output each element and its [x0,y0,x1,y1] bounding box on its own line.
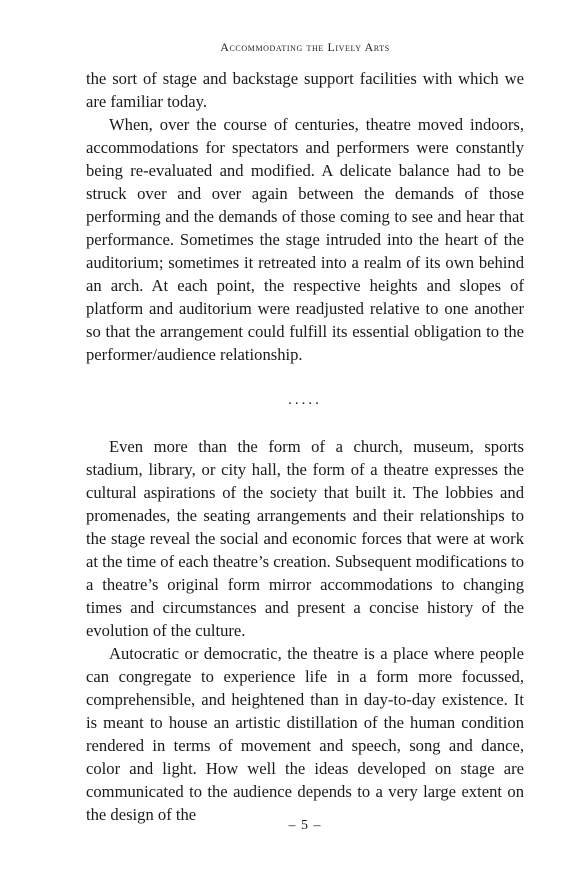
paragraph: When, over the course of centuries, theatre moved indoors, accommodations for spectators and performers were constantly being re-evaluated and modified. A delicate balance had to be struck over and over again between the demands of those performing and the demands of those coming to see and hear that performance. Sometimes the stage intruded into the heart of the auditorium; sometimes it retreated into a realm of its own behind an arch. At each point, the respective heights and slopes of platform and auditorium were readjusted relative to one another so that the arrangement could fulfill its essential obligation to the performer/audience relationship. [86,115,524,364]
book-page [86,0,524,874]
section-break: ..... [288,392,322,408]
page-number: – 5 – [288,818,322,833]
paragraph-continued: the sort of stage and backstage support facilities with which we are familiar today. [86,69,524,111]
paragraph: Even more than the form of a church, museum, sports stadium, library, or city hall, the form of a theatre expresses the cultural aspirations of the society that built it. The lobbies and promenades, the seating arrangements and their relationships to the stage reveal the social and economic forces that were at work at the time of each theatre’s creation. Subsequent modifications to a theatre’s original form mirror accommodations to changing times and circumstances and present a concise history of the evolution of the culture. [86,437,524,640]
paragraph: Autocratic or democratic, the theatre is a place where people can congregate to experience life in a form more focussed, comprehensible, and heightened than in day-to-day existence. It is meant to house an artistic distillation of the human condition rendered in terms of movement and speech, song and dance, color and light. How well the ideas developed on stage are communicated to the audience depends to a very large extent on the design of the [86,644,524,824]
running-head: Accommodating the Lively Arts [220,40,390,54]
body-text [86,67,524,826]
